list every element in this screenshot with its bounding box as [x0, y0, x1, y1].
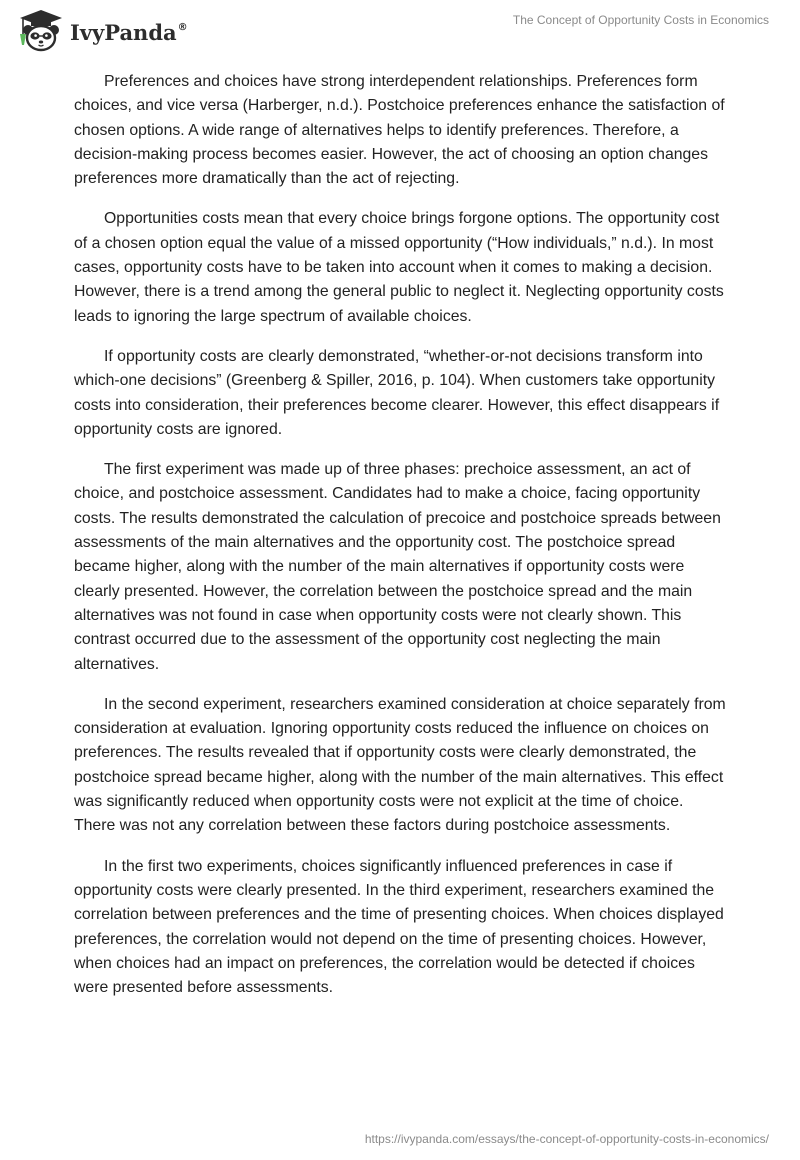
brand-logo[interactable] [14, 8, 188, 54]
brand-name-text: IvyPanda [70, 19, 177, 45]
paragraph: If opportunity costs are clearly demonstrated, “whether-or-not decisions transform into which-one decisions” (Greenberg & Spiller, 2016, p. 104). When customers take opportunity costs into consideration, their preferences become clearer. However, this effect disappears if opportunity costs are ignored. [74, 347, 720, 438]
registered-mark: ® [177, 21, 188, 33]
source-url[interactable]: https://ivypanda.com/essays/the-concept-of-opportunity-costs-in-economics/ [364, 1132, 769, 1146]
essay-body [74, 70, 726, 1016]
paragraph: Preferences and choices have strong interdependent relationships. Preferences form choices, and vice versa (Harberger, n.d.). Postchoice preferences enhance the satisfaction of chosen options. A wide range of alternatives helps to identify preferences. Therefore, a decision-making process becomes easier. However, the act of choosing an option changes preferences more dramatically than the act of rejecting. [74, 73, 725, 188]
panda-graduate-icon [14, 8, 68, 54]
brand-name [70, 20, 188, 45]
paragraph: The first experiment was made up of three phases: prechoice assessment, an act of choice, and postchoice assessment. Candidates had to make a choice, facing opportunity costs. The results demonstrated the calculation of precoice and postchoice spreads between assessments of the main alternatives and the opportunity cost. The postchoice spread became higher, along with the number of the main alternatives if opportunity costs were clearly presented. However, the correlation between the postchoice spread and the main alternatives was not found in case when opportunity costs were not clearly shown. This contrast occurred due to the assessment of the opportunity cost neglecting the main alternatives. [74, 461, 721, 673]
paragraph: In the first two experiments, choices significantly influenced preferences in case if opportunity costs were clearly presented. In the third experiment, researchers examined the correlation between preferences and the time of presenting choices. When choices displayed preferences, the correlation would not depend on the time of presenting choices. However, when choices had an impact on preferences, the correlation would be detected if choices were presented before assessments. [74, 857, 724, 997]
page-header [0, 0, 800, 60]
paragraph: In the second experiment, researchers examined consideration at choice separately from consideration at evaluation. Ignoring opportunity costs reduced the influence on choices on preferences. The results revealed that if opportunity costs were clearly demonstrated, the postchoice spread became higher, along with the number of the main alternatives. This effect was significantly reduced when opportunity costs were not explicit at the time of choice. There was not any correlation between these factors during postchoice assessments. [74, 695, 726, 835]
document-title: The Concept of Opportunity Costs in Economics [512, 13, 769, 27]
paragraph: Opportunities costs mean that every choice brings forgone options. The opportunity cost of a chosen option equal the value of a missed opportunity (“How individuals,” n.d.). In most cases, opportunity costs have to be taken into account when it comes to making a decision. However, there is a trend among the general public to neglect it. Neglecting opportunity costs leads to ignoring the large spectrum of available choices. [74, 210, 724, 325]
